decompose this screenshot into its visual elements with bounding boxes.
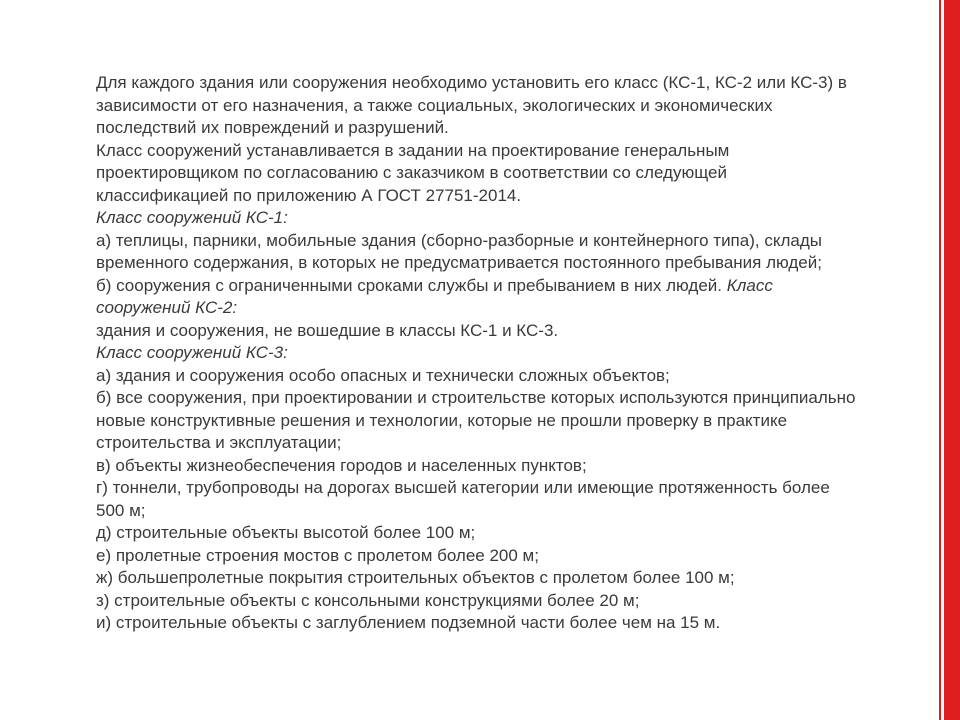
- ks1-item-b: б) сооружения с ограниченными сроками службы и пребыванием в них людей.: [96, 275, 723, 295]
- ks1-item-a: а) теплицы, парники, мобильные здания (сборно-разборные и контейнерного типа), склады временного содержания, в которых не предусматривается постоянного пребывания людей;: [96, 230, 822, 272]
- ks3-item: д) строительные объекты высотой более 100 м;: [96, 523, 476, 542]
- ks3-item: ж) большепролетные покрытия строительных объектов с пролетом более 100 м;: [96, 568, 735, 587]
- ks3-item: а) здания и сооружения особо опасных и технически сложных объектов;: [96, 365, 670, 385]
- accent-bar: [944, 0, 960, 720]
- ks3-item: е) пролетные строения мостов с пролетом более 200 м;: [96, 545, 539, 565]
- ks3-item: з) строительные объекты с консольными конструкциями более 20 м;: [96, 590, 640, 610]
- ks3-item: и) строительные объекты с заглублением подземной части более чем на 15 м.: [96, 613, 721, 632]
- intro-paragraph-1: Для каждого здания или сооружения необходимо установить его класс (КС-1, КС-2 или КС-3) в зависимости от его назначения, а также социальных, экологических и экономических последствий их повреждений и разрушений.: [96, 73, 847, 137]
- ks3-item: г) тоннели, трубопроводы на дорогах высшей категории или имеющие протяженность более 500 м;: [96, 478, 830, 520]
- ks3-item: б) все сооружения, при проектировании и строительстве которых используются принципиально новые конструктивные решения и технологии, которые не прошли проверку в практике строительства и эксплуатации;: [96, 388, 856, 452]
- ks3-item: в) объекты жизнеобеспечения городов и населенных пунктов;: [96, 455, 587, 475]
- ks1-item-b-line: [96, 275, 856, 320]
- slide-body: [96, 72, 856, 635]
- ks2-text: здания и сооружения, не вошедшие в классы КС-1 и КС-3.: [96, 320, 559, 340]
- ks1-heading: Класс сооружений КС-1:: [96, 208, 288, 227]
- ks2-heading: Класс сооружений КС-2:: [96, 275, 773, 317]
- ks3-heading: Класс сооружений КС-3:: [96, 343, 288, 362]
- intro-paragraph-2: Класс сооружений устанавливается в задании на проектирование генеральным проектировщиком по согласованию с заказчиком в соответствии со следующей классификацией по приложению А ГОСТ 27751-2014.: [96, 140, 730, 205]
